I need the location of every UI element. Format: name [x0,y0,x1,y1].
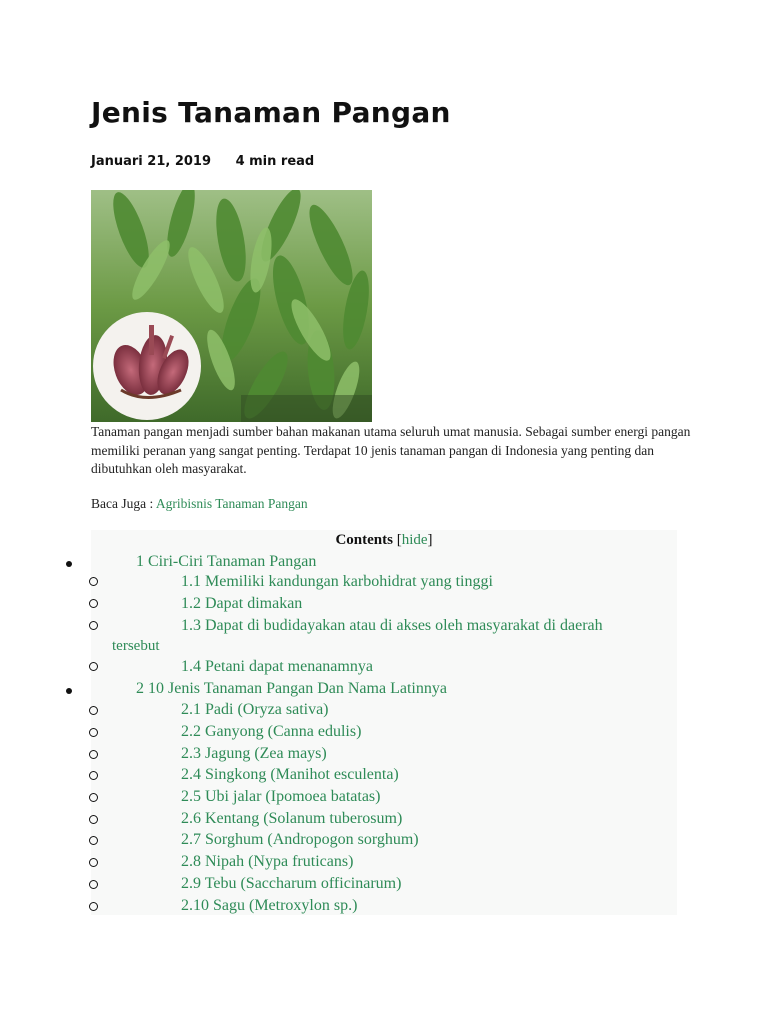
toc-header [0,532,768,549]
baca-juga-link[interactable]: Agribisnis Tanaman Pangan [155,496,308,511]
toc-item-1-4[interactable]: 1.4 Petani dapat menanamnya [181,658,373,675]
circle-bullet-icon [89,793,98,802]
toc-item-1-3-continuation[interactable]: tersebut [112,638,160,654]
circle-bullet-icon [89,750,98,759]
article-meta [91,154,314,169]
ganyong-plant-photo [91,190,372,422]
read-time: 4 min read [235,154,315,169]
toc-item-2-3[interactable]: 2.3 Jagung (Zea mays) [181,745,327,762]
circle-bullet-icon [89,815,98,824]
circle-bullet-icon [89,662,98,671]
circle-bullet-icon [89,599,98,608]
toc-hide-toggle[interactable]: hide [401,532,428,548]
toc-item-2-4[interactable]: 2.4 Singkong (Manihot esculenta) [181,766,399,783]
toc-bracket-open: [ [396,532,402,548]
toc-section-1[interactable]: 1 Ciri-Ciri Tanaman Pangan [136,553,317,570]
circle-bullet-icon [89,706,98,715]
circle-bullet-icon [89,836,98,845]
circle-bullet-icon [89,577,98,586]
toc-item-2-1[interactable]: 2.1 Padi (Oryza sativa) [181,701,329,718]
toc-item-2-5[interactable]: 2.5 Ubi jalar (Ipomoea batatas) [181,788,381,805]
toc-item-2-7[interactable]: 2.7 Sorghum (Andropogon sorghum) [181,831,419,848]
circle-bullet-icon [89,858,98,867]
toc-item-2-9[interactable]: 2.9 Tebu (Saccharum officinarum) [181,875,402,892]
toc-item-2-8[interactable]: 2.8 Nipah (Nypa fruticans) [181,853,354,870]
circle-bullet-icon [89,880,98,889]
article-title: Jenis Tanaman Pangan [91,96,451,129]
toc-item-1-3[interactable]: 1.3 Dapat di budidayakan atau di akses oleh masyarakat di daerah [181,617,603,634]
toc-item-2-10[interactable]: 2.10 Sagu (Metroxylon sp.) [181,897,358,914]
circle-bullet-icon [89,902,98,911]
bullet-icon [66,561,72,567]
toc-section-2[interactable]: 2 10 Jenis Tanaman Pangan Dan Nama Latinnya [136,680,447,697]
circle-bullet-icon [89,621,98,630]
baca-juga-label: Baca Juga : [91,496,156,511]
baca-juga [91,496,308,512]
publish-date: Januari 21, 2019 [91,154,212,169]
toc-title: Contents [335,532,393,548]
toc-item-1-2[interactable]: 1.2 Dapat dimakan [181,595,303,612]
toc-item-2-2[interactable]: 2.2 Ganyong (Canna edulis) [181,723,362,740]
toc-bracket-close: ] [427,532,433,548]
intro-paragraph: Tanaman pangan menjadi sumber bahan makanan utama seluruh umat manusia. Sebagai sumber energi pangan memiliki peranan yang sangat penting. Terdapat 10 jenis tanaman pangan di Indonesia yang penting dan dibutuhkan oleh masyarakat. [91,424,691,476]
bullet-icon [66,688,72,694]
toc-item-1-1[interactable]: 1.1 Memiliki kandungan karbohidrat yang tinggi [181,573,493,590]
circle-bullet-icon [89,728,98,737]
toc-item-2-6[interactable]: 2.6 Kentang (Solanum tuberosum) [181,810,403,827]
circle-bullet-icon [89,771,98,780]
